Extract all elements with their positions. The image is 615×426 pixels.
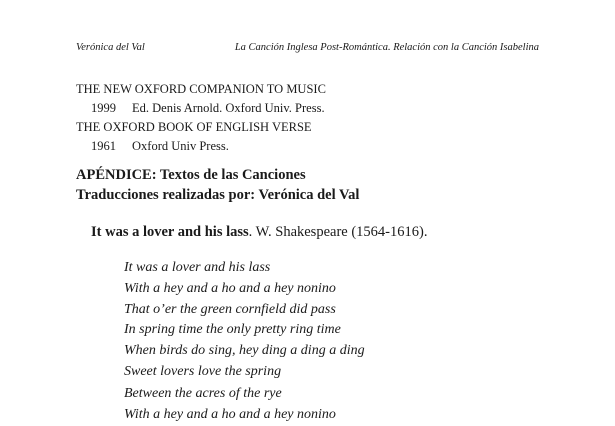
appendix-heading: APÉNDICE: Textos de las Canciones: [76, 167, 306, 183]
verse-line: With a hey and a ho and a hey nonino: [124, 406, 336, 422]
running-header-title: La Canción Inglesa Post-Romántica. Relación con la Canción Isabelina: [234, 42, 539, 53]
bibliography-entry-title: THE OXFORD BOOK OF ENGLISH VERSE: [76, 120, 312, 134]
verse-line: With a hey and a ho and a hey nonino: [124, 280, 336, 296]
song-title: It was a lover and his lass: [91, 224, 249, 240]
verse-stanza: [124, 258, 365, 383]
verse-line: Between the acres of the rye: [124, 386, 282, 401]
appendix-subheading: Traducciones realizadas por: Verónica del Val: [76, 187, 360, 203]
verse-line: When birds do sing, hey ding a ding a ding: [124, 343, 365, 359]
verse-line: It was a lover and his lass: [124, 260, 271, 275]
bibliography-entry-year: 1961: [91, 139, 116, 153]
running-header-author: Verónica del Val: [76, 42, 145, 53]
bibliography-entry-year: 1999: [91, 101, 116, 115]
bibliography-entry-details: Ed. Denis Arnold. Oxford Univ. Press.: [132, 101, 325, 115]
song-author: . W. Shakespeare (1564-1616).: [248, 224, 428, 240]
bibliography-entry-details: Oxford Univ Press.: [132, 139, 229, 153]
verse-stanza: [124, 384, 336, 426]
song-heading: [91, 224, 427, 241]
verse-line: In spring time the only pretty ring time: [124, 322, 341, 338]
verse-line: That o’er the green cornfield did pass: [124, 301, 336, 317]
bibliography-entry-title: THE NEW OXFORD COMPANION TO MUSIC: [76, 82, 326, 96]
verse-line: Sweet lovers love the spring: [124, 363, 282, 379]
